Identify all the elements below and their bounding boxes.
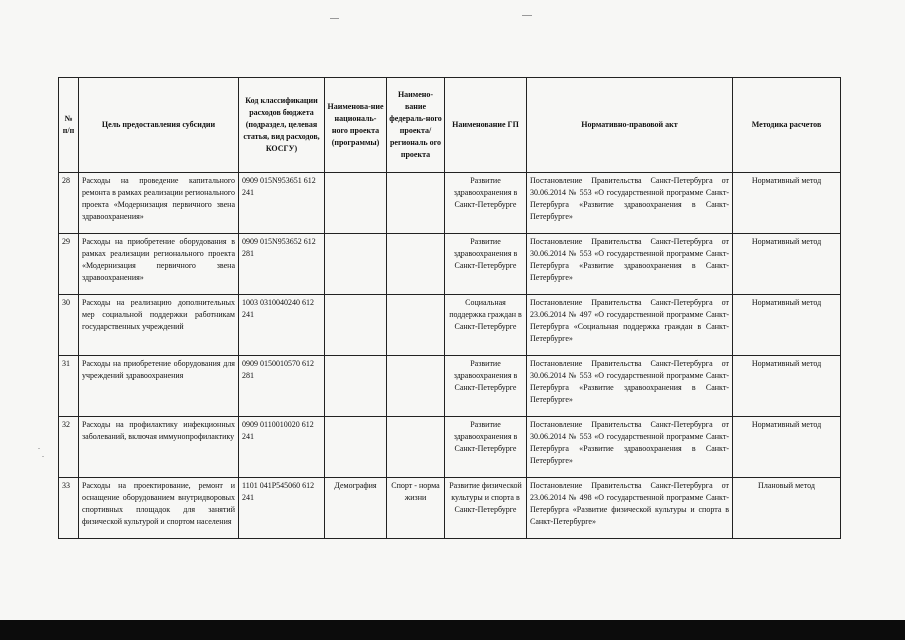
table-row — [59, 356, 841, 417]
row-num: 31 — [59, 356, 79, 417]
row-code: 0909 015N953651 612 241 — [239, 173, 325, 234]
row-method: Нормативный метод — [733, 234, 841, 295]
row-federal-project — [387, 234, 445, 295]
row-gp: Развитие здравоохранения в Санкт-Петербурге — [445, 417, 527, 478]
row-national-project — [325, 234, 387, 295]
scan-mark — [522, 15, 532, 16]
row-goal: Расходы на профилактику инфекционных заболеваний, включая иммунопрофилактику — [79, 417, 239, 478]
row-code: 0909 0110010020 612 241 — [239, 417, 325, 478]
row-gp: Развитие здравоохранения в Санкт-Петербурге — [445, 234, 527, 295]
row-legal-act: Постановление Правительства Санкт-Петербурга от 30.06.2014 № 553 «О государственной программе Санкт-Петербурга «Развитие здравоохранения в Санкт-Петербурге» — [527, 417, 733, 478]
scan-mark — [330, 18, 339, 19]
table-row — [59, 173, 841, 234]
header-national-project: Наименова-ние националь-ного проекта (программы) — [325, 78, 387, 173]
row-gp: Социальная поддержка граждан в Санкт-Петербурге — [445, 295, 527, 356]
table-row — [59, 478, 841, 539]
row-method: Плановый метод — [733, 478, 841, 539]
row-code: 1003 0310040240 612 241 — [239, 295, 325, 356]
row-national-project — [325, 173, 387, 234]
row-national-project — [325, 295, 387, 356]
row-num: 32 — [59, 417, 79, 478]
row-federal-project — [387, 417, 445, 478]
row-federal-project: Спорт - норма жизни — [387, 478, 445, 539]
row-legal-act: Постановление Правительства Санкт-Петербурга от 23.06.2014 № 498 «О государственной программе Санкт-Петербурга «Развитие физической культуры и спорта в Санкт-Петербурге» — [527, 478, 733, 539]
header-goal: Цель предоставления субсидии — [79, 78, 239, 173]
header-method: Методика расчетов — [733, 78, 841, 173]
row-gp: Развитие физической культуры и спорта в Санкт-Петербурге — [445, 478, 527, 539]
table-row — [59, 295, 841, 356]
row-goal: Расходы на проведение капитального ремонта в рамках реализации регионального проекта «Модернизация первичного звена здравоохранения» — [79, 173, 239, 234]
row-method: Нормативный метод — [733, 417, 841, 478]
row-num: 29 — [59, 234, 79, 295]
row-goal: Расходы на приобретение оборудования для учреждений здравоохранения — [79, 356, 239, 417]
row-national-project — [325, 356, 387, 417]
table-header-row — [59, 78, 841, 173]
row-federal-project — [387, 356, 445, 417]
subsidy-table — [58, 77, 841, 539]
row-legal-act: Постановление Правительства Санкт-Петербурга от 30.06.2014 № 553 «О государственной программе Санкт-Петербурга «Развитие здравоохранения в Санкт-Петербурге» — [527, 173, 733, 234]
row-legal-act: Постановление Правительства Санкт-Петербурга от 23.06.2014 № 497 «О государственной программе Санкт-Петербурга «Социальная поддержка граждан в Санкт-Петербурге» — [527, 295, 733, 356]
header-num: № п/п — [59, 78, 79, 173]
table-row — [59, 417, 841, 478]
header-legal-act: Нормативно-правовой акт — [527, 78, 733, 173]
scan-bottom-edge — [0, 620, 905, 640]
row-national-project: Демография — [325, 478, 387, 539]
row-legal-act: Постановление Правительства Санкт-Петербурга от 30.06.2014 № 553 «О государственной программе Санкт-Петербурга «Развитие здравоохранения в Санкт-Петербурге» — [527, 356, 733, 417]
row-goal: Расходы на реализацию дополнительных мер социальной поддержки работникам государственных учреждений — [79, 295, 239, 356]
table-row — [59, 234, 841, 295]
row-gp: Развитие здравоохранения в Санкт-Петербурге — [445, 356, 527, 417]
row-goal: Расходы на приобретение оборудования в рамках реализации регионального проекта «Модернизация первичного звена здравоохранения» — [79, 234, 239, 295]
header-federal-project: Наимено-вание федераль-ного проекта/ региональ ого проекта — [387, 78, 445, 173]
header-gp: Наименование ГП — [445, 78, 527, 173]
scan-speck — [38, 448, 40, 449]
row-method: Нормативный метод — [733, 295, 841, 356]
row-national-project — [325, 417, 387, 478]
row-federal-project — [387, 173, 445, 234]
row-num: 33 — [59, 478, 79, 539]
row-code: 0909 0150010570 612 281 — [239, 356, 325, 417]
row-code: 0909 015N953652 612 281 — [239, 234, 325, 295]
row-num: 28 — [59, 173, 79, 234]
row-method: Нормативный метод — [733, 356, 841, 417]
row-federal-project — [387, 295, 445, 356]
row-method: Нормативный метод — [733, 173, 841, 234]
row-gp: Развитие здравоохранения в Санкт-Петербурге — [445, 173, 527, 234]
header-code: Код классификации расходов бюджета (подраздел, целевая статья, вид расходов, КОСГУ) — [239, 78, 325, 173]
scan-speck — [42, 456, 44, 457]
row-num: 30 — [59, 295, 79, 356]
row-code: 1101 041P545060 612 241 — [239, 478, 325, 539]
row-legal-act: Постановление Правительства Санкт-Петербурга от 30.06.2014 № 553 «О государственной программе Санкт-Петербурга «Развитие здравоохранения в Санкт-Петербурге» — [527, 234, 733, 295]
row-goal: Расходы на проектирование, ремонт и оснащение оборудованием внутридворовых спортивных площадок для занятий физической культурой и спортом населения — [79, 478, 239, 539]
